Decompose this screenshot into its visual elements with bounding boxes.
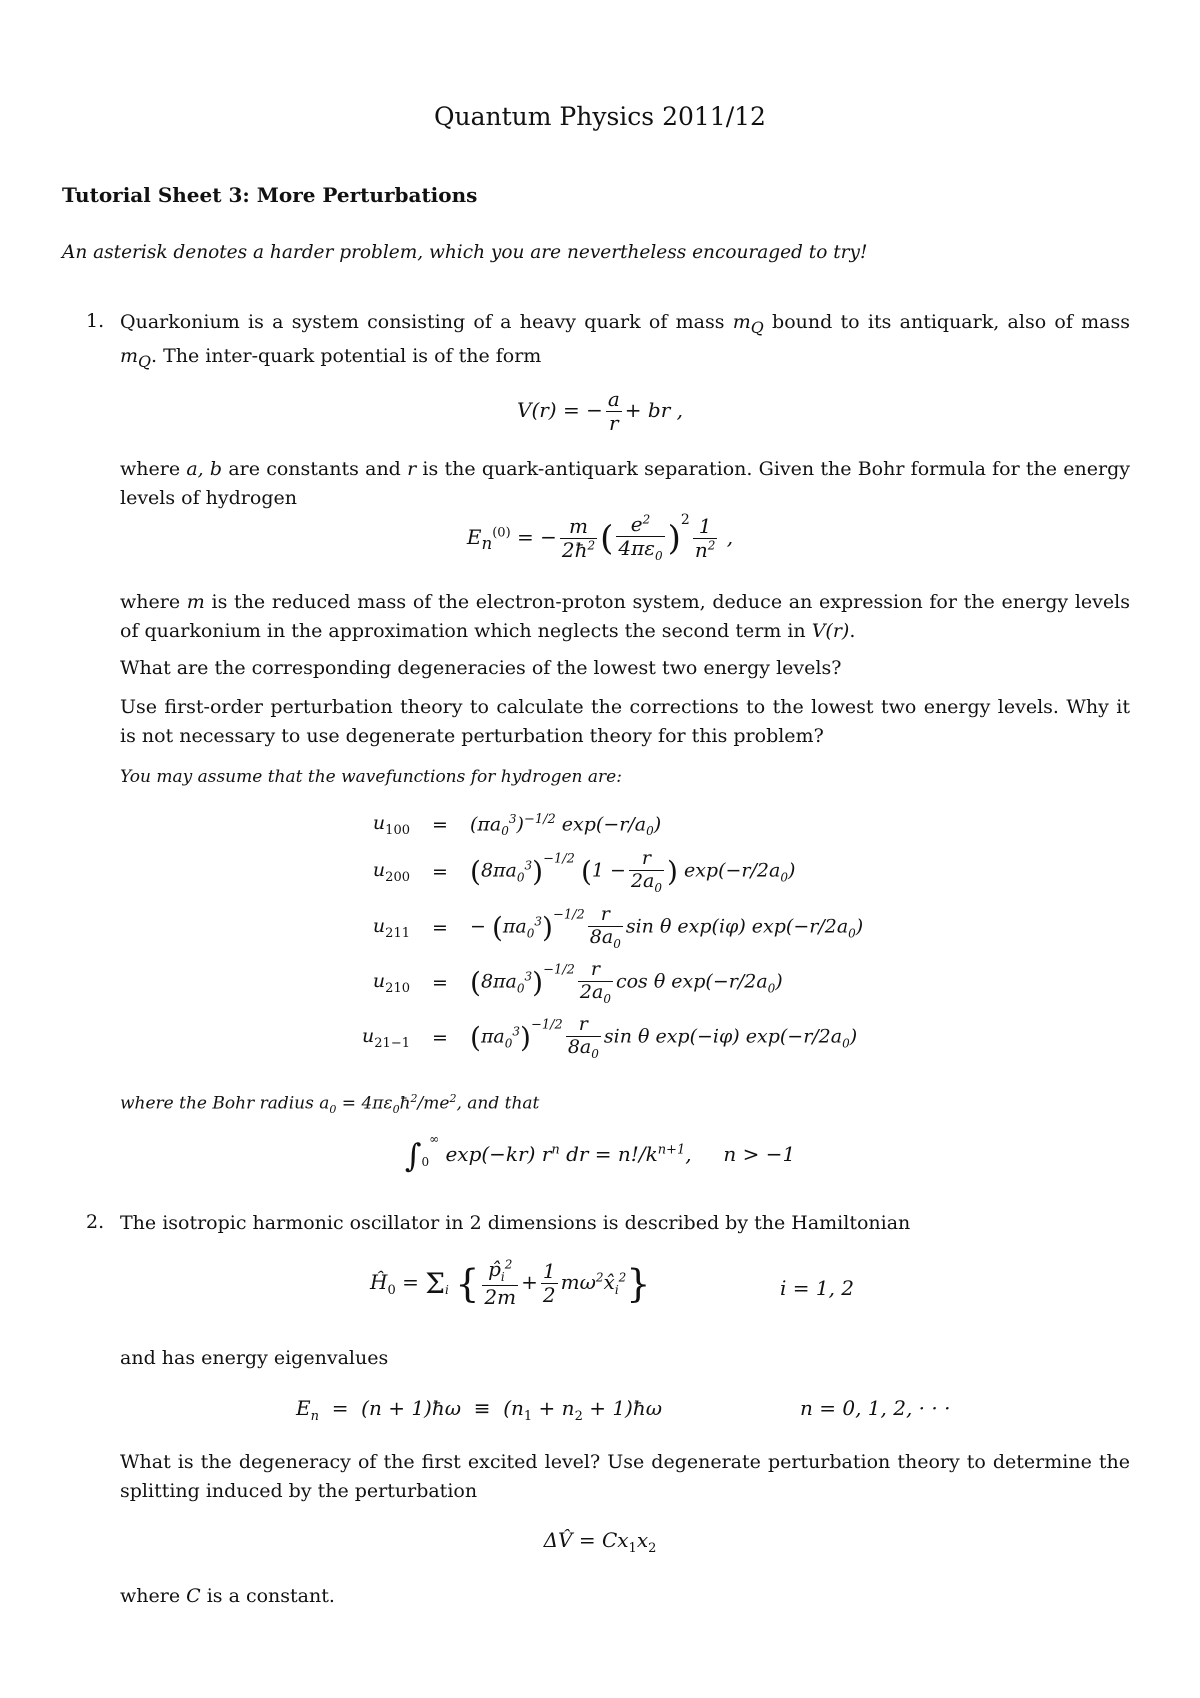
question-2-text: What is the degeneracy of the first excited level? Use degenerate perturbation theory to determine the splitting induced by the perturbation — [120, 1451, 1130, 1502]
hamiltonian-range: i = 1, 2 — [780, 1276, 855, 1300]
question-1-intro: Quarkonium is a system consisting of a heavy quark of mass $m_Q$ bound to its antiquark, also of mass $m_Q$. The inter-quark potential is of the form — [120, 311, 1130, 371]
question-2-intro: The isotropic harmonic oscillator in 2 dimensions is described by the Hamiltonian — [120, 1212, 911, 1234]
degeneracy-question: What are the corresponding degeneracies of the lowest two energy levels? — [120, 657, 842, 679]
perturbation-equation: ΔV̂ = $Cx_1x_2$ — [543, 1528, 657, 1556]
wavefunction-assumption: You may assume that the wavefunctions for hydrogen are: — [120, 767, 622, 787]
potential-equation: V(r) = − $\frac{a}{r}$ + br , — [517, 387, 683, 435]
hamiltonian-equation: $Ĥ_0 = \Sigma_i$ { $\frac{p̂_i^2}{2m}$ + $\frac{1}{2}$ $m\omega^2x̂_i^2$} — [370, 1257, 651, 1309]
question-1-number: 1. — [86, 310, 105, 332]
wavefunction-u211: $u_{211}$ = − $(\pi a_0^3)^{-1/2}$ $\frac{r}{8a_0}$ sin θ exp(iφ) $\exp(-r/2a_0)$ — [372, 903, 864, 951]
question-2-number: 2. — [86, 1211, 105, 1233]
wavefunction-u200: $u_{200}$ = $(8\pi a_0^3)^{-1/2}$ (1 − $\frac{r}{2a_0}$ ) $\exp(-r/2a_0)$ — [372, 847, 796, 895]
question-1-after-bohr: where m is the reduced mass of the electron-proton system, deduce an expression for the energy levels of quarkonium in the approximation which neglects the second term in V(r). — [120, 591, 1130, 642]
page-title: Quantum Physics 2011/12 — [434, 102, 766, 131]
eigenvalue-range: n = 0, 1, 2, · · · — [800, 1396, 951, 1420]
wavefunction-u210: $u_{210}$ = $(8\pi a_0^3)^{-1/2}$ $\frac{r}{2a_0}$ cos θ $\exp(-r/2a_0)$ — [372, 958, 783, 1006]
integral-equation: $\int_0^\infty$ exp(−kr) $r^n$ dr = $n!/k^{n+1}$, n > −1 — [404, 1132, 796, 1175]
wavefunction-u21-1: $u_{21-1}$ = $(\pi a_0^3)^{-1/2}$ $\frac{r}{8a_0}$ sin θ exp(−iφ) $\exp(-r/2a_0)$ — [362, 1013, 858, 1061]
eigenvalue-intro: and has energy eigenvalues — [120, 1347, 389, 1369]
sheet-subtitle: Tutorial Sheet 3: More Perturbations — [62, 183, 478, 207]
asterisk-note: An asterisk denotes a harder problem, which you are nevertheless encouraged to try! — [62, 242, 868, 263]
question-1-after-potential: where a, b are constants and r is the quark-antiquark separation. Given the Bohr formula for the energy levels of hydrogen — [120, 458, 1130, 509]
bohr-radius-line: where the Bohr radius $a_0$ = $4\pi\varepsilon_0ħ^2/me^2$, and that — [120, 1092, 540, 1117]
wavefunction-list — [340, 800, 960, 1070]
perturbation-question: Use first-order perturbation theory to calculate the corrections to the lowest two energy levels. Why it is not necessary to use degenerate perturbation theory for this problem? — [120, 696, 1130, 747]
eigenvalue-equation: $E_n = (n$ + 1)ħω ≡ ($n_1 + n_2$ + 1)ħω — [296, 1396, 663, 1424]
question-2-closing: where C is a constant. — [120, 1585, 335, 1607]
wavefunction-u100: $u_{100}$ = $(\pi a_0^3)^{-1/2}$ $\exp(-r/a_0)$ — [372, 811, 662, 839]
bohr-formula-equation: $E_n^{(0)}$ = − $\frac{m}{2ħ^2}$ ( $\frac{e^2}{4\pi\varepsilon_0}$ )$^2$ $\frac{1}{n^2}$ , — [466, 512, 734, 564]
